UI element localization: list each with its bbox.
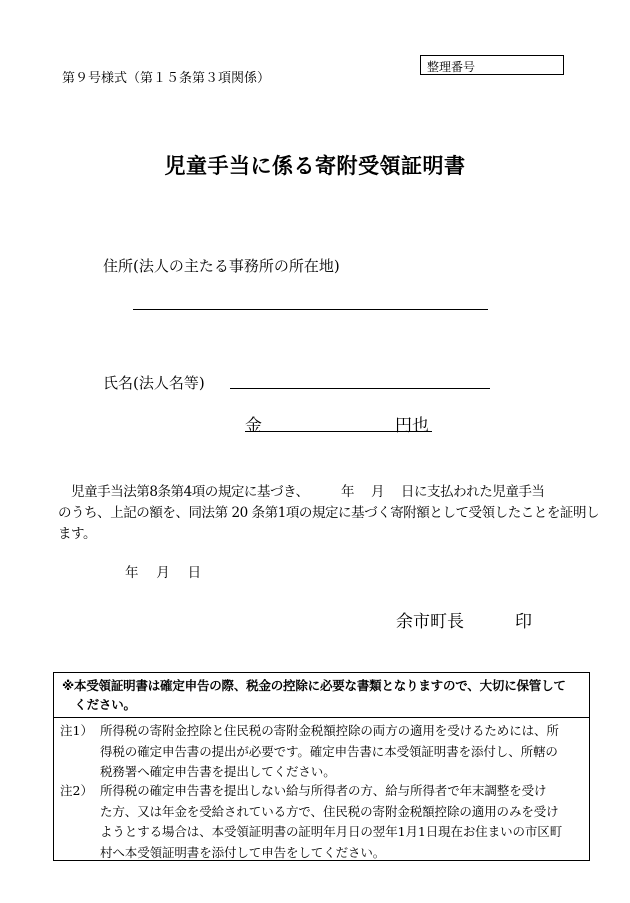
- reference-number-label: 整理番号: [427, 60, 476, 74]
- notice-important: [54, 673, 589, 718]
- note-label: 注1）: [60, 723, 93, 738]
- amount-input-line[interactable]: [245, 431, 432, 432]
- amount-suffix: 円也: [395, 416, 429, 436]
- address-input-line[interactable]: [133, 309, 488, 310]
- form-number: 第９号様式（第１５条第３項関係）: [62, 71, 271, 86]
- address-label: 住所(法人の主たる事務所の所在地): [103, 257, 340, 275]
- mayor-signature: [396, 607, 532, 632]
- notice-box: [53, 672, 590, 861]
- mayor-title: 余市町長: [396, 612, 464, 632]
- amount-prefix: 金: [245, 416, 262, 436]
- name-input-line[interactable]: [230, 388, 490, 389]
- name-label: 氏名(法人名等): [103, 374, 205, 392]
- notice-important-text: ※本受領証明書は確定申告の際、税金の控除に必要な書類となりますので、大切に保管して ください。: [62, 678, 566, 712]
- note-text: 所得税の確定申告書を提出しない給与所得者の方、給与所得者で年末調整を受け た方、又は年金を受給されている方で、住民税の寄附金税額控除の適用のみを受け ようとする場合は、本受領証明書の証明年月日の翌年1月1日現在お住まいの市区町 村へ本受領証明書を添付して申告をしてください。: [100, 783, 563, 860]
- note-text: 所得税の寄附金控除と住民税の寄附金税額控除の両方の適用を受けるためには、所 得税の確定申告書の提出が必要です。確定申告書に本受領証明書を添付し、所轄の 税務署へ確定申告書を提出してください。: [100, 723, 559, 779]
- document-title: 児童手当に係る寄附受領証明書: [164, 154, 466, 178]
- note-label: 注2）: [60, 783, 93, 798]
- reference-number-box[interactable]: [420, 55, 564, 75]
- certification-statement: 児童手当法第8条第4項の規定に基づき、 年 月 日に支払われた児童手当 のうち、上記の額を、同法第 20 条第1項の規定に基づく寄附額として受領したことを証明し ます。: [58, 484, 600, 542]
- seal-mark: 印: [515, 612, 532, 632]
- issue-date: 年 月 日: [125, 565, 202, 581]
